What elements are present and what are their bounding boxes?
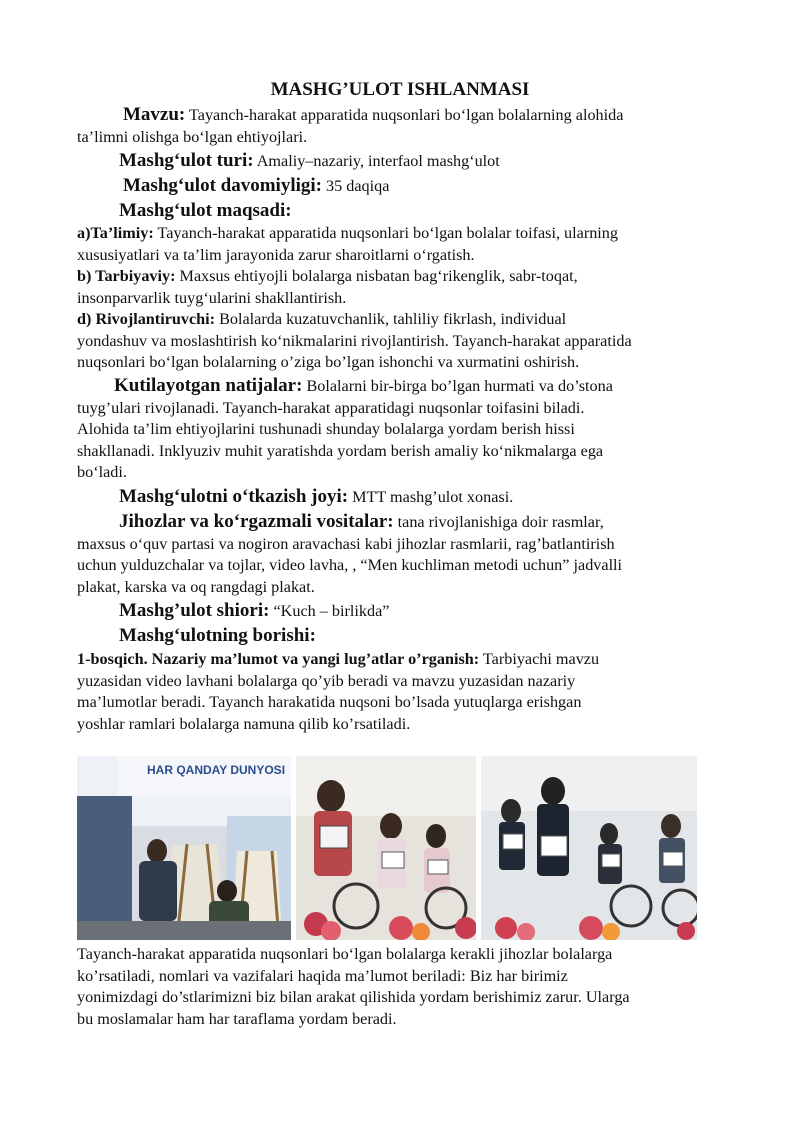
equipment-shown-line3: yonimizdagi do’stlarimizni biz bilan arakat qilishida yordam berishimiz zarur. Ularga xyxy=(77,988,630,1006)
developmental-goal-paragraph xyxy=(77,309,727,374)
equipment-label: Jihozlar va ko‘rgazmali vositalar: xyxy=(119,511,394,532)
lesson-type-label: Mashg‘ulot turi: xyxy=(119,150,254,171)
topic-label: Mavzu: xyxy=(123,104,186,125)
topic-paragraph xyxy=(77,104,727,148)
equipment-line4: plakat, karska va oq rangdagi plakat. xyxy=(77,577,315,596)
expected-results-line4: shakllanadi. Inklyuziv muhit yaratishda yordam berish amaliy ko‘nikmalarga ega xyxy=(77,441,604,460)
duration-text: 35 daqiqa xyxy=(321,177,390,195)
upbringing-goal-line1: Maxsus ehtiyojli bolalarga nisbatan bag‘rikenglik, sabr-toqat, xyxy=(175,267,578,285)
photo-girls-certificates xyxy=(296,756,476,940)
expected-results-line1: Bolalarni bir-birga bo’lgan hurmati va do’stona xyxy=(302,377,613,395)
photo-classroom-easels-image xyxy=(77,756,291,940)
equipment-line3: uchun yulduzchalar va tojlar, video lavha, , “Men kuchliman metodi uchun” jadvalli xyxy=(77,556,623,574)
expected-results-paragraph xyxy=(77,375,727,484)
duration-label: Mashg‘ulot davomiyligi: xyxy=(123,175,322,196)
venue-paragraph xyxy=(77,486,727,509)
lesson-type-paragraph xyxy=(77,150,727,173)
stage1-line2: yuzasidan video lavhani bolalarga qo’yib beradi va mavzu yuzasidan nazariy xyxy=(77,671,576,690)
lesson-flow-heading xyxy=(77,625,727,648)
equipment-shown-line2: ko’rsatiladi, nomlari va vazifalari haqida ma’lumot beriladi: Biz har birimiz xyxy=(77,966,568,985)
developmental-goal-line1: Bolalarda kuzatuvchanlik, tahliliy fikrlash, individual xyxy=(215,310,567,328)
stage1-label: 1-bosqich. Nazariy ma’lumot va yangi lug’atlar o’rganish: xyxy=(77,650,480,668)
photo-classroom-easels xyxy=(77,756,291,940)
expected-results-line5: bo‘ladi. xyxy=(77,463,127,481)
educational-goal-label: a)Ta’limiy: xyxy=(77,224,154,242)
upbringing-goal-paragraph xyxy=(77,266,727,309)
venue-label: Mashg‘ulotni o‘tkazish joyi: xyxy=(119,486,349,507)
photo-banner-text: HAR QANDAY DUNYOSI xyxy=(147,763,286,777)
developmental-goal-label: d) Rivojlantiruvchi: xyxy=(77,310,216,328)
motto-label: Mashg’ulot shiori: xyxy=(119,600,270,621)
stage1-line3: ma’lumotlar beradi. Tayanch harakatida nuqsoni bo’lsada yutuqlarga erishgan xyxy=(77,693,582,711)
equipment-shown-line1: Tayanch-harakat apparatida nuqsonlari bo‘lgan bolalarga kerakli jihozlar bolalarga xyxy=(77,945,613,963)
document-title: MASHG’ULOT ISHLANMASI xyxy=(270,79,530,100)
equipment-shown-paragraph xyxy=(77,944,737,1030)
expected-results-label: Kutilayotgan natijalar: xyxy=(114,375,303,396)
topic-text-line1: Tayanch-harakat apparatida nuqsonlari bo‘lgan bolalarning alohida xyxy=(185,106,624,124)
goals-heading xyxy=(77,200,727,223)
stage1-line4: yoshlar ramlari bolalarga namuna qilib ko’rsatiladi. xyxy=(77,714,411,733)
lesson-type-text: Amaliy–nazariy, interfaol mashg‘ulot xyxy=(253,152,500,170)
motto-text: “Kuch – birlikda” xyxy=(269,602,390,620)
equipment-line1: tana rivojlanishiga doir rasmlar, xyxy=(393,513,604,531)
motto-paragraph xyxy=(77,600,727,623)
educational-goal-line2: xususiyatlari va ta’lim jarayonida zarur sharoitlarni o‘rgatish. xyxy=(77,245,475,264)
expected-results-line2: tuyg’ulari rivojlanadi. Tayanch-harakat apparatidagi nuqsonlar toifasini biladi. xyxy=(77,398,585,417)
educational-goal-line1: Tayanch-harakat apparatida nuqsonlari bo‘lgan bolalar toifasi, ularning xyxy=(153,224,618,242)
educational-goal-paragraph xyxy=(77,223,727,266)
duration-paragraph xyxy=(77,175,727,198)
photo-girls-certificates-image xyxy=(296,756,476,940)
developmental-goal-line2: yondashuv va moslashtirish ko‘nikmalarini rivojlantirish. Tayanch-harakat apparatida xyxy=(77,331,632,350)
equipment-line2: maxsus o‘quv partasi va nogiron aravachasi kabi jihozlar rasmlarii, rag’batlantirish xyxy=(77,534,615,553)
venue-text: MTT mashg’ulot xonasi. xyxy=(348,488,514,506)
photo-boys-certificates-image xyxy=(481,756,697,940)
photo-boys-certificates xyxy=(481,756,697,940)
upbringing-goal-line2: insonparvarlik tuyg‘ularini shakllantirish. xyxy=(77,288,347,307)
stage1-paragraph xyxy=(77,649,727,735)
expected-results-line3: Alohida ta’lim ehtiyojlarini tushunadi shunday bolalarga yordam berish hissi xyxy=(77,420,575,438)
stage1-line1: Tarbiyachi mavzu xyxy=(479,650,600,668)
upbringing-goal-label: b) Tarbiyaviy: xyxy=(77,267,176,285)
topic-text-line2: ta’limni olishga bo‘lgan ehtiyojlari. xyxy=(77,127,308,146)
equipment-paragraph xyxy=(77,511,727,598)
lesson-flow-label: Mashg‘ulotning borishi: xyxy=(119,625,316,646)
goals-label: Mashg‘ulot maqsadi: xyxy=(119,200,292,221)
developmental-goal-line3: nuqsonlari bo‘lgan bolalarning o’ziga bo’lgan ishonchi va xurmatini oshirish. xyxy=(77,353,580,371)
equipment-shown-line4: bu moslamalar ham har taraflama yordam beradi. xyxy=(77,1009,397,1028)
